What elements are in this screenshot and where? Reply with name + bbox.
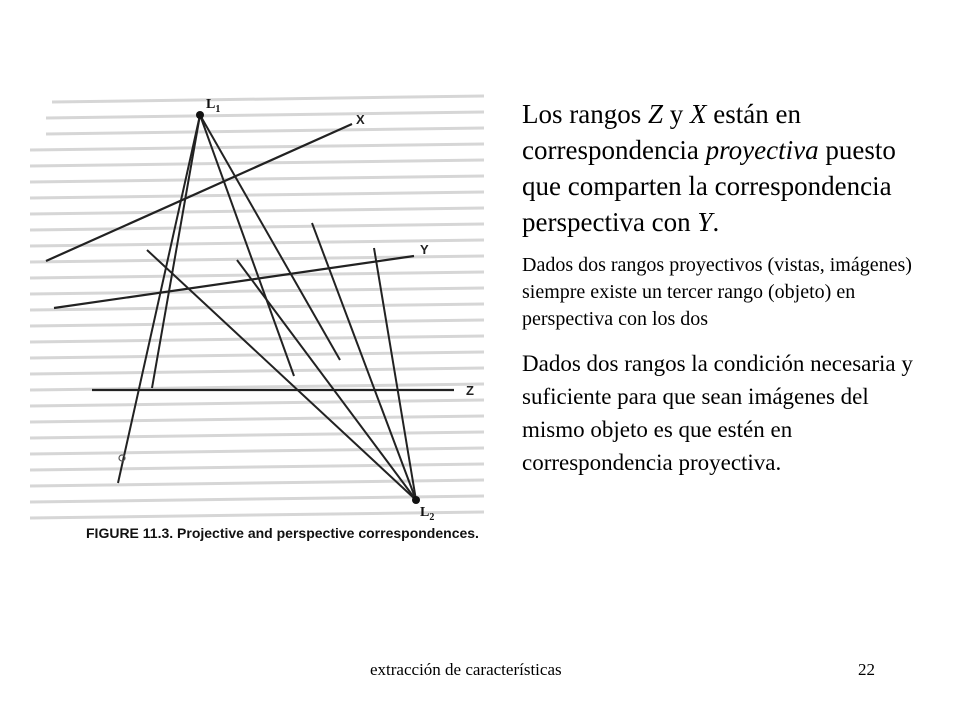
- label-y: Y: [420, 242, 429, 257]
- p1-range-x: X: [690, 99, 707, 129]
- footer-title: extracción de características: [370, 660, 562, 679]
- figure-diagram: [22, 88, 494, 558]
- p1-text-d: puesto que comparten la correspondencia perspectiva con: [522, 135, 896, 237]
- paragraph-projective-ranges: [522, 96, 922, 240]
- page-number: 22: [858, 660, 875, 679]
- paragraph-condition: Dados dos rangos la condición necesaria y suficiente para que sean imágenes del mismo objeto es que estén en correspondencia proyectiva.: [522, 351, 913, 475]
- p1-text-e: .: [712, 207, 720, 237]
- line-x: [46, 124, 352, 261]
- p1-text-b: y: [663, 99, 691, 129]
- slide-text-block: [522, 96, 922, 479]
- label-x: X: [356, 112, 365, 127]
- pencil-l1: [118, 115, 340, 483]
- figure-caption: FIGURE 11.3. Projective and perspective correspondences.: [86, 525, 479, 541]
- point-l2: [412, 496, 420, 504]
- p1-proyectiva: proyectiva: [705, 135, 819, 165]
- point-l1: [196, 111, 204, 119]
- p1-text-c: están en correspondencia: [522, 99, 801, 165]
- line-y: [54, 256, 414, 308]
- scan-background-texture: [30, 96, 484, 518]
- label-l1: $L_1$: [206, 97, 221, 115]
- p1-text-a: Los rangos: [522, 99, 648, 129]
- p1-range-y: Y: [697, 207, 713, 237]
- paragraph-third-range: Dados dos rangos proyectivos (vistas, imágenes) siempre existe un tercer rango (objeto) en perspectiva con los dos: [522, 254, 912, 330]
- pencil-l2: [147, 223, 416, 500]
- projective-perspective-figure: [22, 88, 494, 558]
- label-z: Z: [466, 383, 474, 398]
- p1-range-z: Z: [647, 99, 664, 129]
- label-l2: $L_2$: [420, 505, 435, 523]
